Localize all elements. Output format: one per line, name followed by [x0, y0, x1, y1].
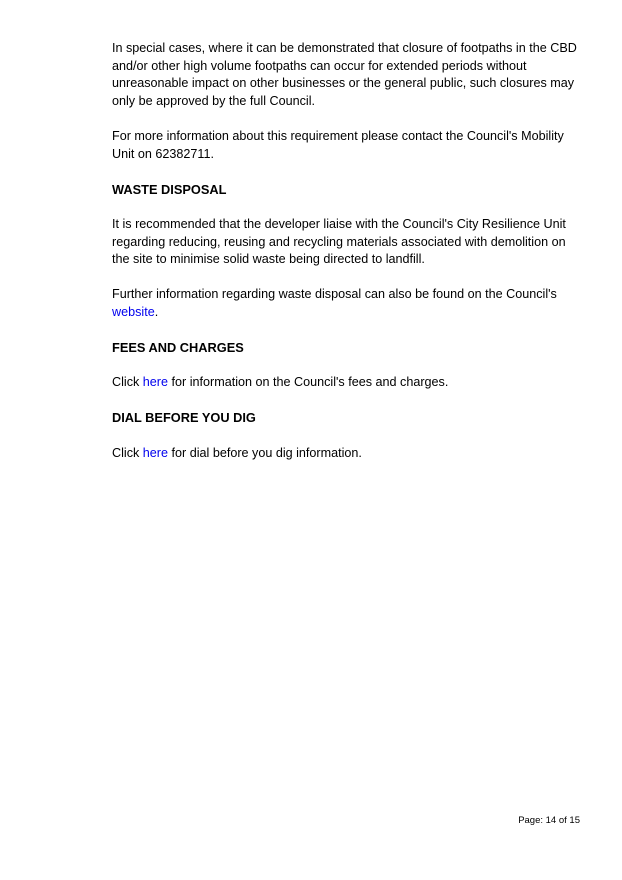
waste-disposal-paragraph: It is recommended that the developer liaise with the Council's City Resilience Unit regarding reducing, reusing and recycling materials associated with demolition on the site to minimise solid waste being directed to landfill. — [112, 216, 566, 267]
mobility-contact-paragraph: For more information about this requirement please contact the Council's Mobility Unit on 62382711. — [112, 128, 564, 161]
waste-further-prefix: Further information regarding waste disposal can also be found on the Council's — [112, 287, 557, 302]
fees-charges-paragraph — [112, 374, 582, 392]
fees-suffix: for information on the Council's fees and charges. — [168, 375, 449, 390]
closure-special-cases-paragraph: In special cases, where it can be demonstrated that closure of footpaths in the CBD and/or other high volume footpaths can occur for extended periods without unreasonable impact on other businesses or the general public, such closures may only be approved by the full Council. — [112, 41, 577, 108]
dial-prefix: Click — [112, 445, 143, 460]
dial-suffix: for dial before you dig information. — [168, 445, 362, 460]
waste-disposal-further-info — [112, 286, 582, 321]
waste-website-link[interactable]: website — [112, 304, 155, 319]
dial-before-you-dig-paragraph — [112, 445, 582, 463]
fees-here-link[interactable]: here — [142, 375, 169, 390]
waste-further-suffix: . — [154, 304, 159, 319]
dial-before-you-dig-heading: DIAL BEFORE YOU DIG — [112, 410, 256, 426]
fees-prefix: Click — [112, 375, 143, 390]
page-number-footer: Page: 14 of 15 — [518, 815, 580, 826]
waste-disposal-heading: WASTE DISPOSAL — [112, 181, 227, 197]
fees-charges-heading: FEES AND CHARGES — [112, 340, 244, 356]
document-body — [112, 40, 582, 480]
dial-here-link[interactable]: here — [142, 445, 169, 460]
